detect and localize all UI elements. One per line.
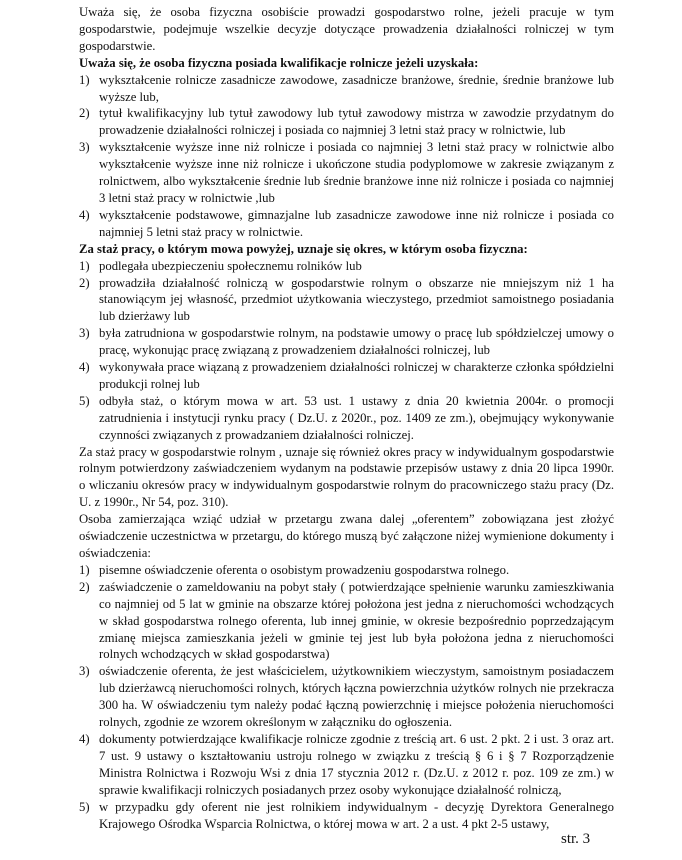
list-item: [79, 325, 614, 359]
item-number: 1): [79, 72, 90, 87]
item-text: wykonywała prace wiązaną z prowadzeniem działalności rolniczej w charakterze członka spółdzielni produkcji rolnej lub: [99, 360, 614, 391]
list-item: [79, 562, 614, 579]
item-number: 4): [79, 207, 90, 222]
item-number: 5): [79, 799, 90, 814]
item-text: prowadziła działalność rolniczą w gospodarstwie rolnym o obszarze nie mniejszym niż 1 ha stanowiącym jej własność, przedmiot użytkowania wieczystego, przedmiot samoistnego posiadania lub dzierżawy lub: [99, 275, 614, 324]
item-number: 2): [79, 275, 90, 290]
list-item: [79, 258, 614, 275]
item-text: dokumenty potwierdzające kwalifikacje rolnicze zgodnie z treścią art. 6 ust. 2 pkt. 2 i ust. 3 oraz art. 7 ust. 9 ustawy o kształtowaniu ustroju rolnego w związku z treścią § 6 i § 7 Rozporządzenie Ministra Rolnictwa i Rozwoju Wsi z dnia 17 stycznia 2012 r. (Dz.U. z 2012 r. poz. 109 ze zm.) w sprawie kwalifikacji rolniczych posiadanych przez osoby wykonujące działalność rolniczą,: [99, 731, 614, 797]
documents-list: [79, 562, 614, 833]
item-text: tytuł kwalifikacyjny lub tytuł zawodowy lub tytuł zawodowy mistrza w zawodzie przydatnym do prowadzenie działalności rolniczej i posiada co najmniej 3 letni staż pracy w rolnictwie, lub: [99, 106, 614, 138]
item-text: pisemne oświadczenie oferenta o osobistym prowadzeniu gospodarstwa rolnego.: [99, 562, 510, 577]
item-text: zaświadczenie o zameldowaniu na pobyt stały ( potwierdzające spełnienie warunku zamieszkiwania co najmniej od 5 lat w gminie na obszarze której położona jest jedna z nieruchomości wchodzących w skład gospodarstwa rolnego oferenta, lub innej gminie, w okresie bezpośrednio poprzedzającym zmianę miejsca zamieszkania jeżeli w gminie tej jest lub była położona jedna z nieruchomości rolnych wchodzących w skład gospodarstwa): [99, 579, 614, 662]
item-number: 5): [79, 393, 90, 408]
item-text: była zatrudniona w gospodarstwie rolnym, na podstawie umowy o pracę lub spółdzielczej umowy o pracę, wykonując pracę związaną z prowadzeniem działalności rolniczej, lub: [99, 326, 614, 358]
list-item: [79, 799, 614, 833]
list-item: [79, 139, 614, 207]
list-item: [79, 359, 614, 393]
oferent-paragraph: Osoba zamierzająca wziąć udział w przetargu zwana dalej „oferentem” zobowiązana jest złożyć oświadczenie uczestnictwa w przetargu, do którego muszą być załączone niżej wymienione dokumenty i oświadczenia:: [79, 512, 614, 560]
item-number: 4): [79, 360, 90, 375]
item-text: w przypadku gdy oferent nie jest rolnikiem indywidualnym - decyzję Dyrektora Generalnego Krajowego Ośrodka Wsparcia Rolnictwa, o której mowa w art. 2 a ust. 4 pkt 2-5 ustawy,: [99, 799, 614, 831]
work-period-list: [79, 258, 614, 444]
item-text: wykształcenie rolnicze zasadnicze zawodowe, zasadnicze branżowe, średnie, średnie branżowe lub wyższe lub,: [99, 72, 614, 104]
item-number: 4): [79, 731, 90, 746]
item-text: podlegała ubezpieczeniu społecznemu rolników lub: [99, 258, 362, 273]
item-number: 1): [79, 562, 90, 577]
page-number: str. 3: [561, 831, 591, 847]
qualifications-list: [79, 72, 614, 241]
item-number: 1): [79, 258, 90, 273]
intro-paragraph: Uważa się, że osoba fizyczna osobiście prowadzi gospodarstwo rolne, jeżeli pracuje w tym gospodarstwie, podejmuje wszelkie decyzje dotyczące prowadzenia działalności rolniczej w tym gospodarstwie.: [79, 5, 614, 53]
item-number: 3): [79, 664, 90, 679]
item-text: wykształcenie podstawowe, gimnazjalne lub zasadnicze zawodowe inne niż rolnicze i posiada co najmniej 5 letni staż pracy w rolnictwie.: [99, 207, 614, 239]
list-item: [79, 579, 614, 664]
qualifications-heading: Uważa się, że osoba fizyczna posiada kwalifikacje rolnicze jeżeli uzyskała:: [79, 55, 479, 70]
item-text: odbyła staż, o którym mowa w art. 53 ust. 1 ustawy z dnia 20 kwietnia 2004r. o promocji zatrudnienia i instytucji rynku pracy ( Dz.U. z 2020r., poz. 1409 ze zm.), obejmujący wykonywanie czynności związanych z prowadzaniem działalności rolniczej.: [99, 393, 614, 442]
item-text: wykształcenie wyższe inne niż rolnicze i posiada co najmniej 3 letni staż pracy w rolnictwie albo wykształcenie wyższe inne niż rolnicze i ukończone studia podyplomowe w zakresie związanym z rolnictwem, albo wykształcenie średnie lub średnie branżowe inne niż rolnicze i posiada co najmniej 3 letni staż pracy w rolnictwie ,lub: [99, 140, 614, 205]
list-item: [79, 393, 614, 444]
list-item: [79, 105, 614, 139]
item-number: 3): [79, 140, 90, 155]
item-number: 2): [79, 579, 90, 594]
work-period-heading: Za staż pracy, o którym mowa powyżej, uznaje się okres, w którym osoba fizyczna:: [79, 241, 528, 256]
staz-paragraph: Za staż pracy w gospodarstwie rolnym , uznaje się również okres pracy w indywidualnym gospodarstwie rolnym potwierdzony zaświadczeniem wydanym na podstawie przepisów ustawy z dnia 20 lipca 1990r. o wliczaniu okresów pracy w indywidualnym gospodarstwie rolnym do pracowniczego stażu pracy (Dz. U. z 1990r., Nr 54, poz. 310).: [79, 444, 614, 510]
item-number: 2): [79, 106, 90, 121]
list-item: [79, 72, 614, 106]
item-number: 3): [79, 326, 90, 341]
item-text: oświadczenie oferenta, że jest właścicielem, użytkownikiem wieczystym, samoistnym posiadaczem lub dzierżawcą nieruchomości rolnych, których łączna powierzchnia użytków rolnych nie przekracza 300 ha. W oświadczeniu tym należy podać łączną powierzchnię i miejsce położenia nieruchomości rolnych, zgodnie ze wzorem określonym w załączniku do ogłoszenia.: [99, 664, 614, 730]
list-item: [79, 731, 614, 799]
list-item: [79, 663, 614, 731]
list-item: [79, 275, 614, 326]
list-item: [79, 207, 614, 241]
